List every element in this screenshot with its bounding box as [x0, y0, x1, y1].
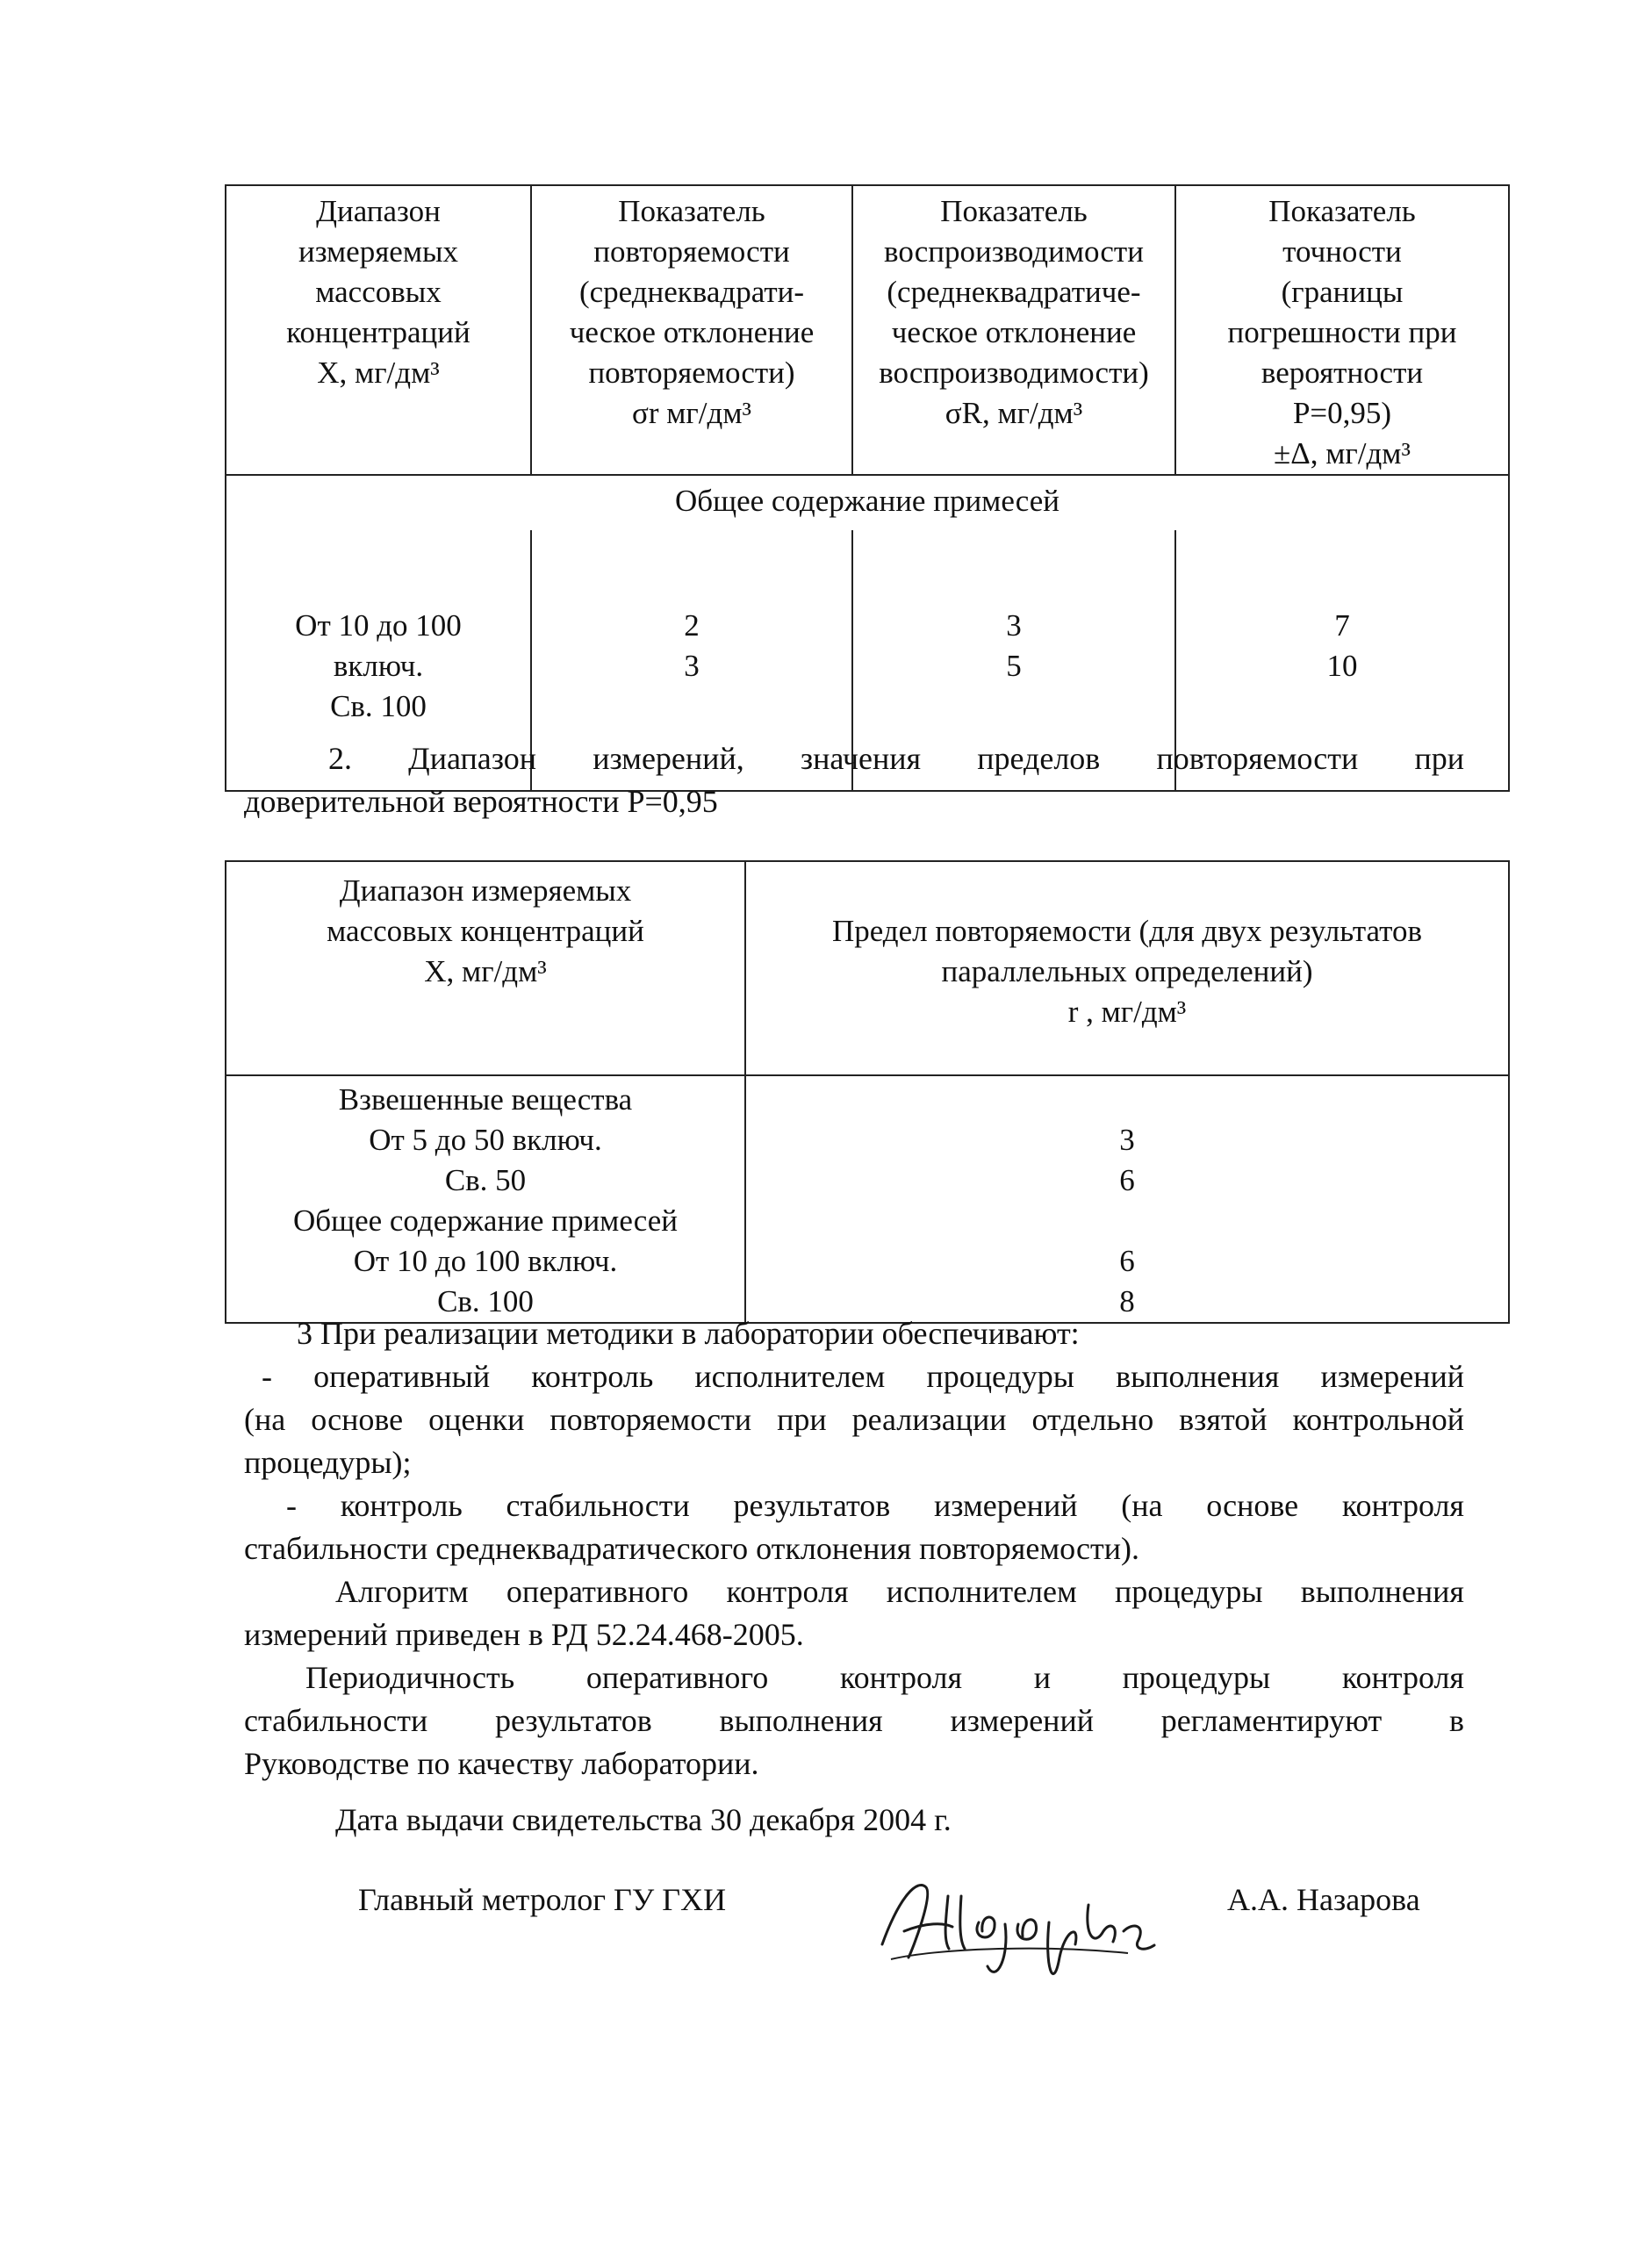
cell-line: 6 [1119, 1163, 1135, 1197]
header-text: Показатель [1268, 194, 1416, 228]
header-text: ческое отклонение [891, 315, 1137, 349]
list-item-line: - контроль стабильности результатов измерений (на основе контроля [286, 1488, 1464, 1523]
section2-line: 2. Диапазон измерений, значения пределов повторяемости при [328, 741, 1464, 776]
header-text: измеряемых [298, 234, 459, 269]
cell-line: включ. [333, 649, 424, 683]
header-range [226, 185, 531, 475]
cell-line: Св. 50 [444, 1163, 527, 1197]
issue-date: Дата выдачи свидетельства 30 декабря 2004 г. [335, 1802, 952, 1837]
cell-line: 3 [1006, 608, 1022, 643]
cell-line: 3 [1119, 1123, 1135, 1157]
range-cell [226, 1075, 745, 1323]
cell-line: 2 [684, 608, 700, 643]
handwritten-signature [865, 1861, 1181, 1993]
cell-line: 6 [1119, 1244, 1135, 1278]
table-row [226, 1075, 1509, 1323]
cell-line: Общее содержание примесей [293, 1203, 678, 1238]
header-text: r , мг/дм³ [1067, 995, 1187, 1029]
header-text: воспроизводимости) [879, 356, 1149, 390]
repeatability-limit-table [225, 860, 1510, 1324]
section3 [244, 1312, 1464, 1785]
header-text: Х, мг/дм³ [424, 954, 547, 988]
header-text: Предел повторяемости (для двух результатов [831, 914, 1423, 948]
header-text: (среднеквадрати- [578, 275, 805, 309]
paragraph-line: измерений приведен в РД 52.24.468-2005. [244, 1617, 804, 1652]
paragraph-line: Алгоритм оперативного контроля исполнителем процедуры выполнения [335, 1574, 1464, 1609]
header-text: (границы [1281, 275, 1404, 309]
cell-line: 7 [1334, 608, 1350, 643]
cell-line: 8 [1119, 1284, 1135, 1318]
section2-heading [244, 737, 1464, 823]
header-text: Показатель [618, 194, 765, 228]
header-text: воспроизводимости [884, 234, 1144, 269]
header-text: точности [1282, 234, 1402, 269]
header-range [226, 861, 745, 1075]
header-text: повторяемости) [588, 356, 795, 390]
cell-line: Св. 100 [330, 689, 427, 723]
section2-line: доверительной вероятности Р=0,95 [244, 784, 718, 819]
accuracy-table [225, 184, 1510, 792]
header-text: параллельных определений) [941, 954, 1313, 988]
header-text: Показатель [940, 194, 1088, 228]
header-text: повторяемости [593, 234, 790, 269]
cell-line: Св. 100 [437, 1284, 534, 1318]
group-title: Общее содержание примесей [226, 475, 1509, 530]
header-reproducibility [852, 185, 1175, 475]
cell-line: 5 [1006, 649, 1022, 683]
cell-line: Взвешенные вещества [338, 1082, 633, 1117]
cell-line [746, 1201, 1508, 1241]
table-header-row [226, 185, 1509, 475]
header-text: концентраций [286, 315, 470, 349]
cell-line: От 5 до 50 включ. [369, 1123, 602, 1157]
header-text: ческое отклонение [569, 315, 815, 349]
cell-line: От 10 до 100 включ. [353, 1244, 618, 1278]
list-item-line: - оперативный контроль исполнителем процедуры выполнения измерений [262, 1359, 1464, 1394]
list-item-line: стабильности среднеквадратического отклонения повторяемости). [244, 1531, 1139, 1566]
header-text: (среднеквадратиче- [887, 275, 1141, 309]
list-item-line: процедуры); [244, 1445, 412, 1480]
header-text: Х, мг/дм³ [317, 356, 440, 390]
header-text: σR, мг/дм³ [945, 396, 1083, 430]
paragraph-line: Руководстве по качеству лаборатории. [244, 1746, 759, 1781]
paragraph-line: стабильности результатов выполнения измерений регламентируют в [244, 1703, 1464, 1738]
signer-name: А.А. Назарова [1227, 1882, 1420, 1917]
header-text: погрешности при [1227, 315, 1457, 349]
header-text: Диапазон [316, 194, 441, 228]
header-text: Диапазон измеряемых [339, 873, 632, 908]
header-repeatability [531, 185, 852, 475]
paragraph-line: Периодичность оперативного контроля и процедуры контроля [305, 1660, 1464, 1695]
list-item-line: (на основе оценки повторяемости при реализации отдельно взятой контрольной [244, 1402, 1464, 1437]
section3-title: 3 При реализации методики в лаборатории обеспечивают: [297, 1316, 1080, 1351]
cell-line: 3 [684, 649, 700, 683]
header-text: массовых концентраций [327, 914, 644, 948]
limit-cell [745, 1075, 1509, 1323]
header-text: массовых [315, 275, 442, 309]
table-header-row [226, 861, 1509, 1075]
header-accuracy [1175, 185, 1509, 475]
header-text: Р=0,95) [1292, 396, 1392, 430]
group-row [226, 475, 1509, 530]
header-limit [745, 861, 1509, 1075]
cell-line: 10 [1326, 649, 1358, 683]
cell-line [746, 1080, 1508, 1120]
header-text: ±Δ, мг/дм³ [1274, 436, 1411, 471]
header-text: σr мг/дм³ [632, 396, 751, 430]
header-text: вероятности [1261, 356, 1424, 390]
signer-position: Главный метролог ГУ ГХИ [358, 1882, 727, 1917]
cell-line: От 10 до 100 [295, 608, 462, 643]
